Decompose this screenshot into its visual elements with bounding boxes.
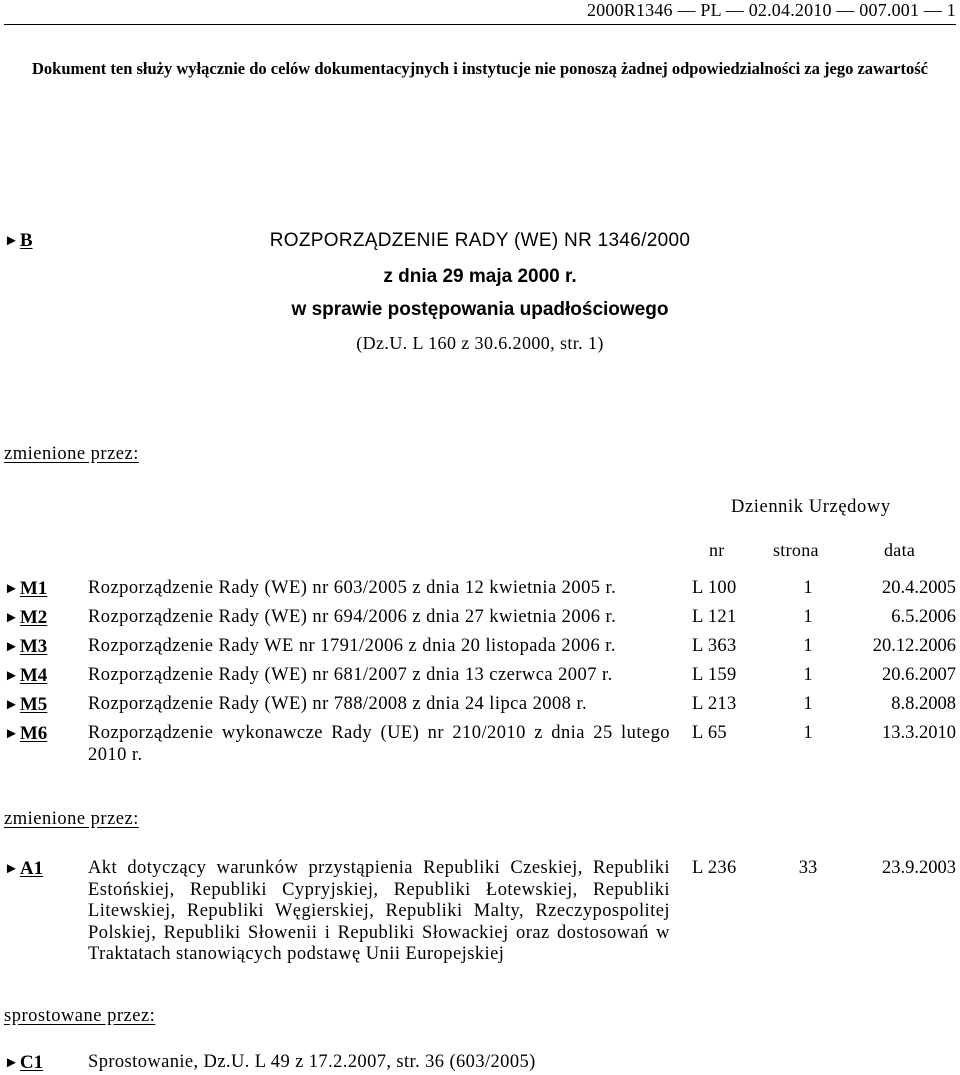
amended-section-label: zmienione przez: — [4, 444, 139, 464]
amendment-journal-nr: L 213 — [692, 694, 737, 714]
accession-section-label: zmienione przez: — [4, 809, 139, 829]
amendment-description: Rozporządzenie Rady (WE) nr 788/2008 z dnia 24 lipca 2008 r. — [88, 694, 588, 714]
document-reference-header: 2000R1346 — PL — 02.04.2010 — 007.001 — 1 — [586, 0, 956, 20]
column-header-date: data — [884, 540, 916, 560]
amendment-description: Rozporządzenie Rady WE nr 1791/2006 z dnia 20 listopada 2006 r. — [88, 636, 616, 656]
act-marker-code: B — [19, 230, 33, 251]
act-title: ROZPORZĄDZENIE RADY (WE) NR 1346/2000 — [269, 230, 691, 251]
amendment-page: 1 — [803, 665, 813, 685]
amendment-page: 1 — [803, 723, 813, 743]
act-subject: w sprawie postępowania upadłościowego — [291, 299, 669, 320]
amendment-description: Rozporządzenie wykonawcze Rady (UE) nr 210/2010 z dnia 25 lutego 2010 r. — [88, 723, 670, 765]
pointer-triangle-icon: ► — [4, 726, 19, 742]
amendment-marker-m5[interactable]: ►M5 — [4, 694, 48, 715]
disclaimer-text: Dokument ten służy wyłącznie do celów dokumentacyjnych i instytucje nie ponoszą żadnej odpowiedzialności za jego zawartość — [32, 59, 928, 78]
amendment-marker-m2[interactable]: ►M2 — [4, 607, 48, 628]
pointer-triangle-icon: ► — [4, 1055, 19, 1071]
act-journal-reference: (Dz.U. L 160 z 30.6.2000, str. 1) — [356, 333, 604, 353]
amendment-date: 20.6.2007 — [882, 665, 956, 685]
amendment-journal-nr: L 100 — [692, 578, 737, 598]
amendment-page: 1 — [803, 578, 813, 598]
accession-date: 23.9.2003 — [882, 858, 956, 878]
pointer-triangle-icon: ► — [4, 668, 19, 684]
corrigendum-marker-c1[interactable]: ►C1 — [4, 1052, 44, 1073]
accession-journal-nr: L 236 — [692, 858, 737, 878]
accession-marker-a1[interactable]: ►A1 — [4, 858, 44, 879]
amendment-journal-nr: L 159 — [692, 665, 737, 685]
amendment-date: 6.5.2006 — [891, 607, 956, 627]
column-header-page: strona — [773, 540, 819, 560]
act-date: z dnia 29 maja 2000 r. — [383, 266, 577, 287]
amendment-date: 8.8.2008 — [891, 694, 956, 714]
pointer-triangle-icon: ► — [4, 610, 19, 626]
official-journal-header: Dziennik Urzędowy — [731, 497, 891, 517]
amendment-description: Rozporządzenie Rady (WE) nr 603/2005 z dnia 12 kwietnia 2005 r. — [88, 578, 617, 598]
corrigendum-description: Sprostowanie, Dz.U. L 49 z 17.2.2007, str. 36 (603/2005) — [88, 1052, 536, 1072]
pointer-triangle-icon: ► — [4, 861, 19, 877]
amendment-date: 13.3.2010 — [882, 723, 956, 743]
amendment-journal-nr: L 121 — [692, 607, 737, 627]
accession-description: Akt dotyczący warunków przystąpienia Republiki Czeskiej, Republiki Estońskiej, Republiki Cypryjskiej, Republiki Łotewskiej, Republiki Litewskiej, Republiki Węgierskiej, Republiki Malty, Rzeczypospolitej Polskiej, Republiki Słowenii i Republiki Słowackiej oraz dostosowań w Traktatach stanowiących podstawę Unii Europejskiej — [88, 858, 670, 964]
corrigendum-section-label: sprostowane przez: — [4, 1006, 156, 1026]
column-header-nr: nr — [709, 540, 725, 560]
amendment-description: Rozporządzenie Rady (WE) nr 694/2006 z dnia 27 kwietnia 2006 r. — [88, 607, 617, 627]
amendment-journal-nr: L 363 — [692, 636, 737, 656]
amendment-marker-m6[interactable]: ►M6 — [4, 723, 48, 744]
amendment-page: 1 — [803, 607, 813, 627]
amendment-journal-nr: L 65 — [692, 723, 727, 743]
amendment-description: Rozporządzenie Rady (WE) nr 681/2007 z dnia 13 czerwca 2007 r. — [88, 665, 613, 685]
pointer-triangle-icon: ► — [4, 697, 19, 713]
amendment-marker-m3[interactable]: ►M3 — [4, 636, 48, 657]
amendment-marker-m4[interactable]: ►M4 — [4, 665, 48, 686]
pointer-triangle-icon: ► — [4, 639, 19, 655]
amendment-date: 20.4.2005 — [882, 578, 956, 598]
amendment-page: 1 — [803, 636, 813, 656]
amendment-date: 20.12.2006 — [872, 636, 956, 656]
amendment-marker-m1[interactable]: ►M1 — [4, 578, 48, 599]
amendment-page: 1 — [803, 694, 813, 714]
pointer-triangle-icon: ► — [4, 233, 19, 249]
accession-page: 33 — [798, 858, 818, 878]
pointer-triangle-icon: ► — [4, 581, 19, 597]
header-rule — [4, 24, 956, 25]
